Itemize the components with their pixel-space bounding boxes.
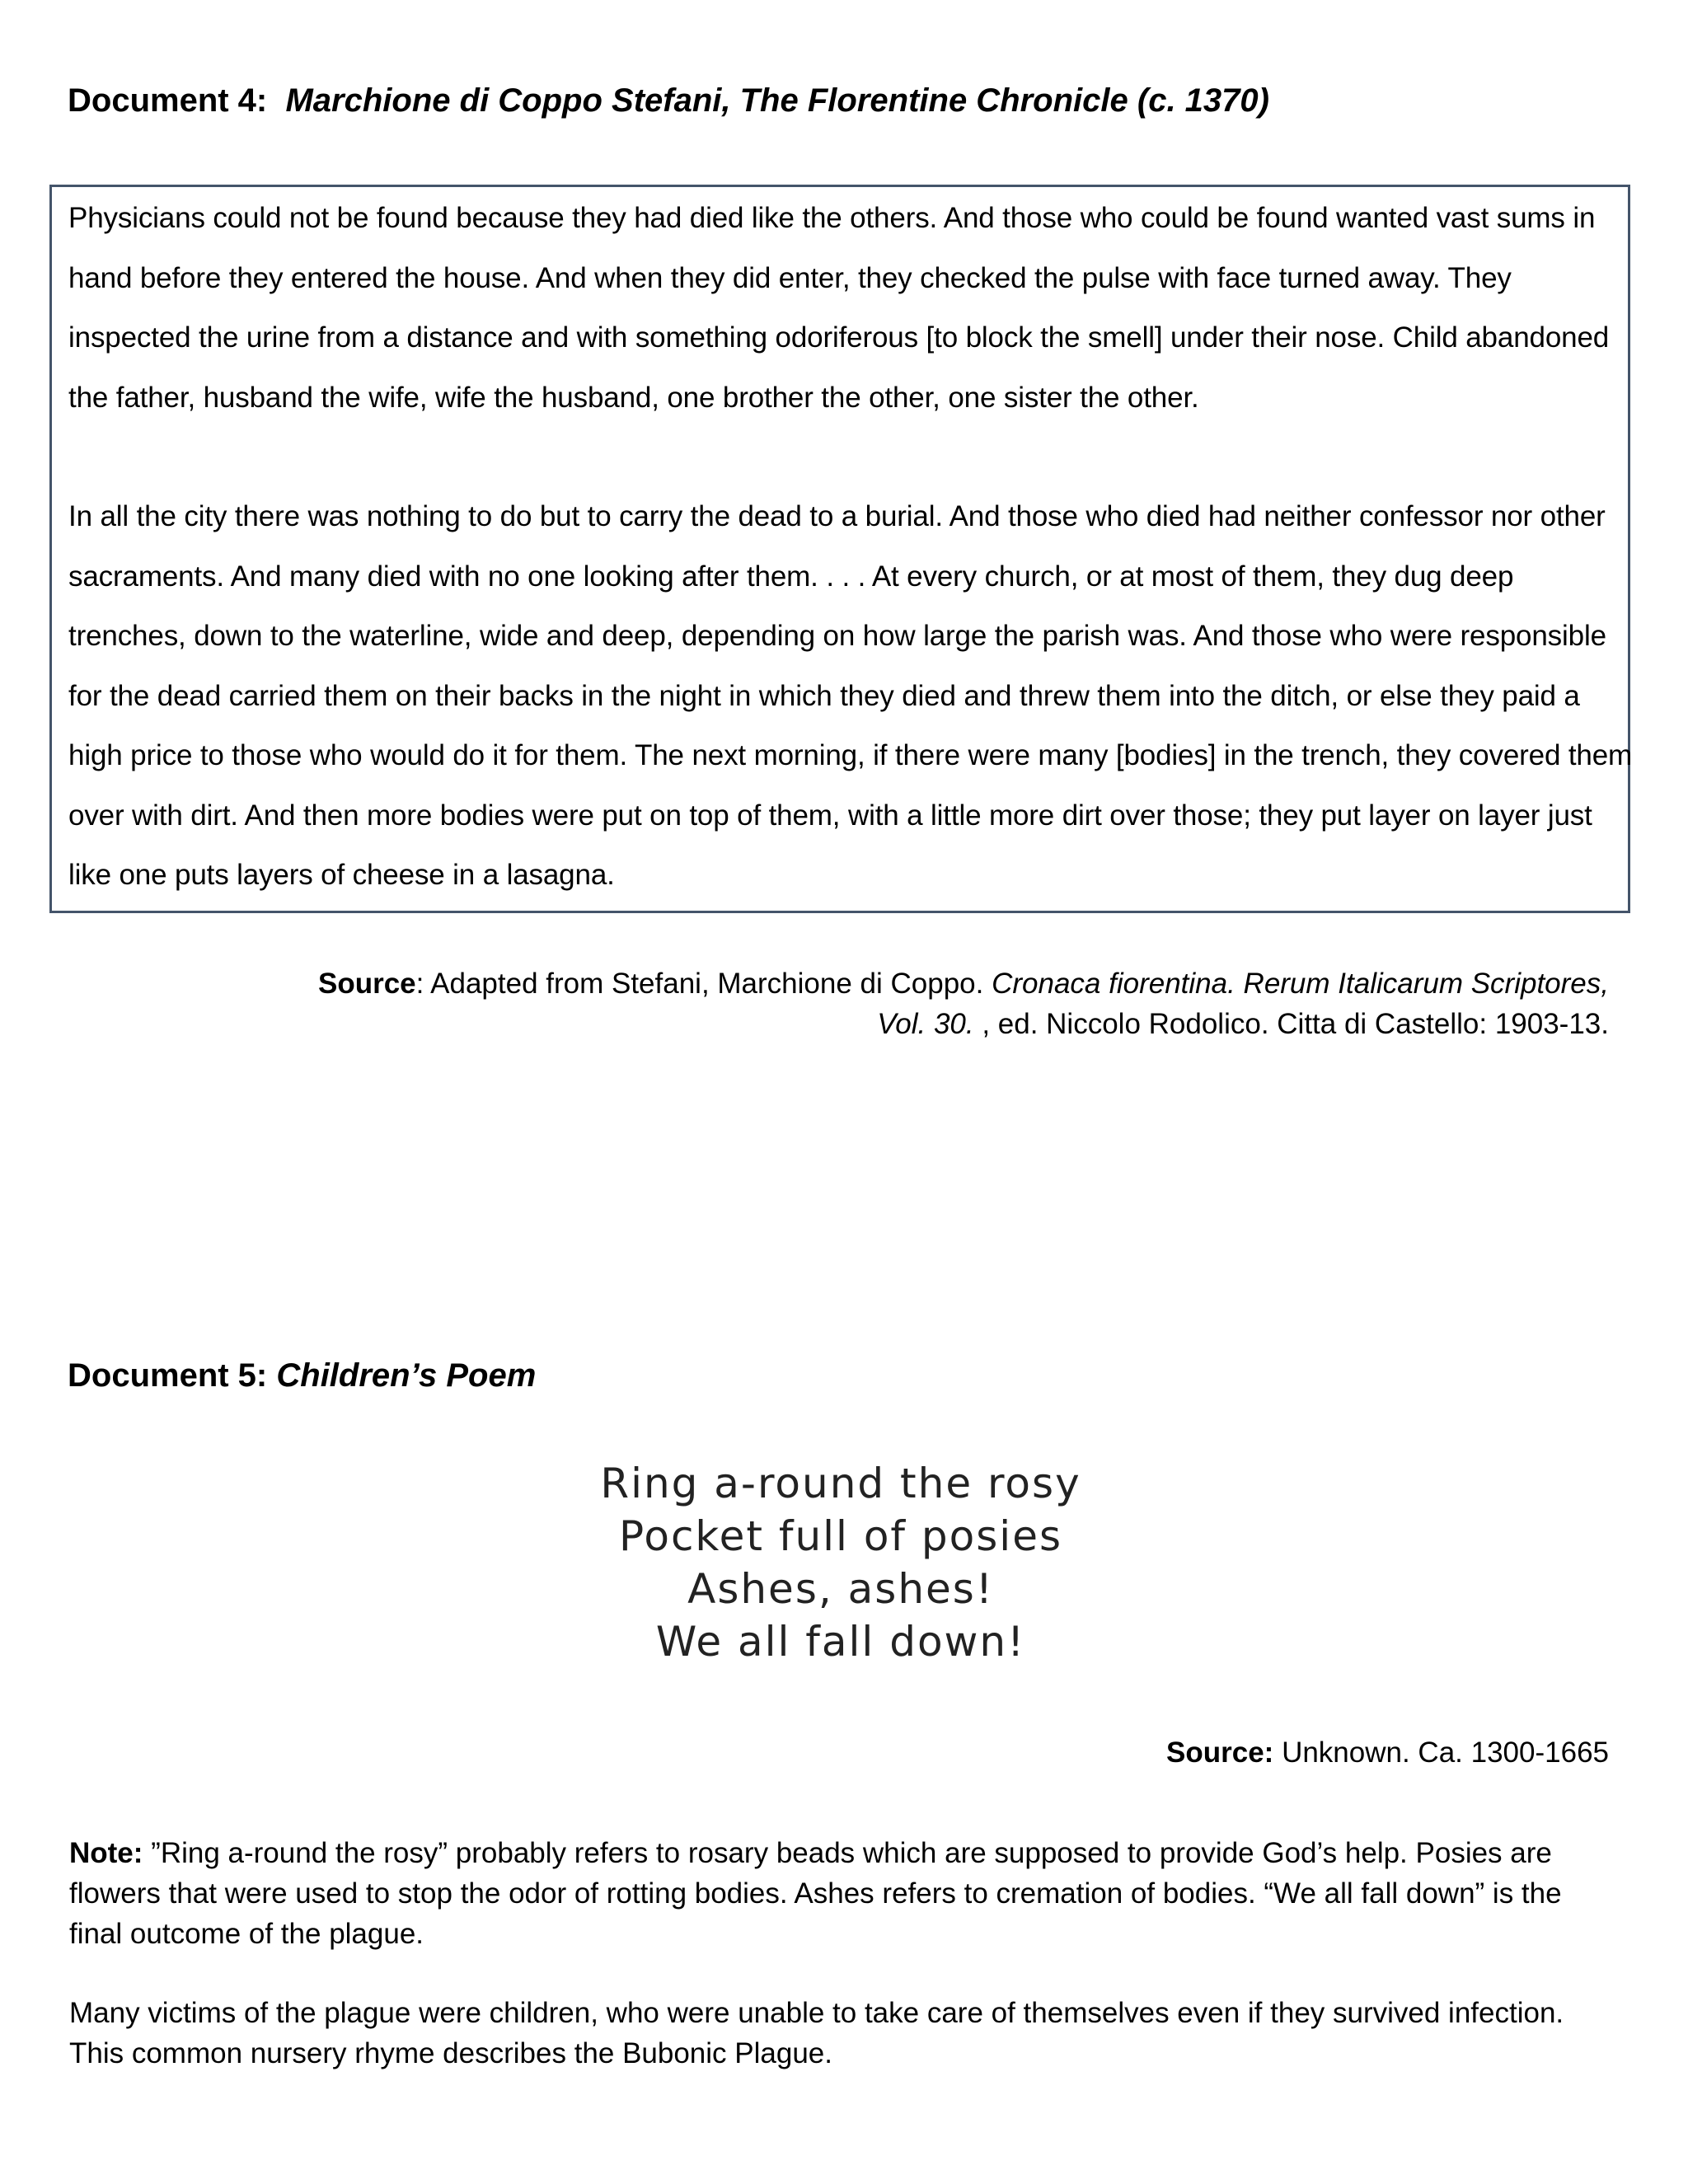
- poem-line: Pocket full of posies: [618, 1512, 1063, 1560]
- document-4-title: Marchione di Coppo Stefani, The Florentine Chronicle (c. 1370): [285, 82, 1269, 119]
- poem-line: We all fall down!: [655, 1618, 1026, 1666]
- source-text: Unknown. Ca. 1300-1665: [1273, 1736, 1609, 1769]
- source-title-line-2: Vol. 30.: [877, 1008, 974, 1040]
- document-5-heading: [68, 1356, 536, 1395]
- excerpt-paragraph-1: Physicians could not be found because they had died like the others. And those who could be found wanted vast sums in hand before they entered the house. And when they did enter, they checked the pulse with face turned away. They inspected the urine from a distance and with something odoriferous [to block the smell] under their nose. Child abandoned the father, husband the wife, wife the husband, one brother the other, one sister the other.: [68, 202, 1610, 414]
- document-4-label: Document 4:: [68, 82, 268, 119]
- document-5-label: Document 5:: [68, 1357, 268, 1394]
- source-title-line-1: Cronaca fiorentina. Rerum Italicarum Scriptores,: [992, 968, 1609, 1000]
- source-prefix: : Adapted from Stefani, Marchione di Coppo.: [415, 968, 992, 1000]
- note-text: ”Ring a-round the rosy” probably refers to rosary beads which are supposed to provide God’s help. Posies are flowers that were used to stop the odor of rotting bodies. Ashes refers to cremation of bodies. “We all fall down” is the final outcome of the plague.: [69, 1837, 1562, 1950]
- note-paragraph: [69, 1833, 1619, 1954]
- source-label: Source:: [1166, 1736, 1274, 1769]
- nursery-rhyme-poem: [0, 1457, 1681, 1668]
- source-suffix: , ed. Niccolo Rodolico. Citta di Castello: 1903-13.: [973, 1008, 1609, 1040]
- document-5-source: [1166, 1732, 1609, 1773]
- poem-line: Ring a-round the rosy: [600, 1460, 1081, 1507]
- chronicle-excerpt-box: [49, 185, 1633, 913]
- source-label: Source: [317, 968, 416, 1000]
- document-4-source: [318, 963, 1609, 1044]
- excerpt-paragraph-2: In all the city there was nothing to do but to carry the dead to a burial. And those who died had neither confessor nor other sacraments. And many died with no one looking after them. . . . At every church, or at most of them, they dug deep trenches, down to the waterline, wide and deep, depending on how large the parish was. And those who were responsible for the dead carried them on their backs in the night in which they died and threw them into the ditch, or else they paid a high price to those who would do it for them. The next morning, if there were many [bodies] in the trench, they covered them over with dirt. And then more bodies were put on top of them, with a little more dirt over those; they put layer on layer just like one puts layers of cheese in a lasagna.: [68, 500, 1633, 891]
- document-5-title: Children’s Poem: [276, 1357, 537, 1394]
- document-4-heading: [68, 81, 1269, 120]
- poem-line: Ashes, ashes!: [687, 1565, 994, 1613]
- context-paragraph: Many victims of the plague were children, who were unable to take care of themselves even if they survived infection. This common nursery rhyme describes the Bubonic Plague.: [69, 1997, 1564, 2069]
- note-label: Note:: [69, 1837, 143, 1869]
